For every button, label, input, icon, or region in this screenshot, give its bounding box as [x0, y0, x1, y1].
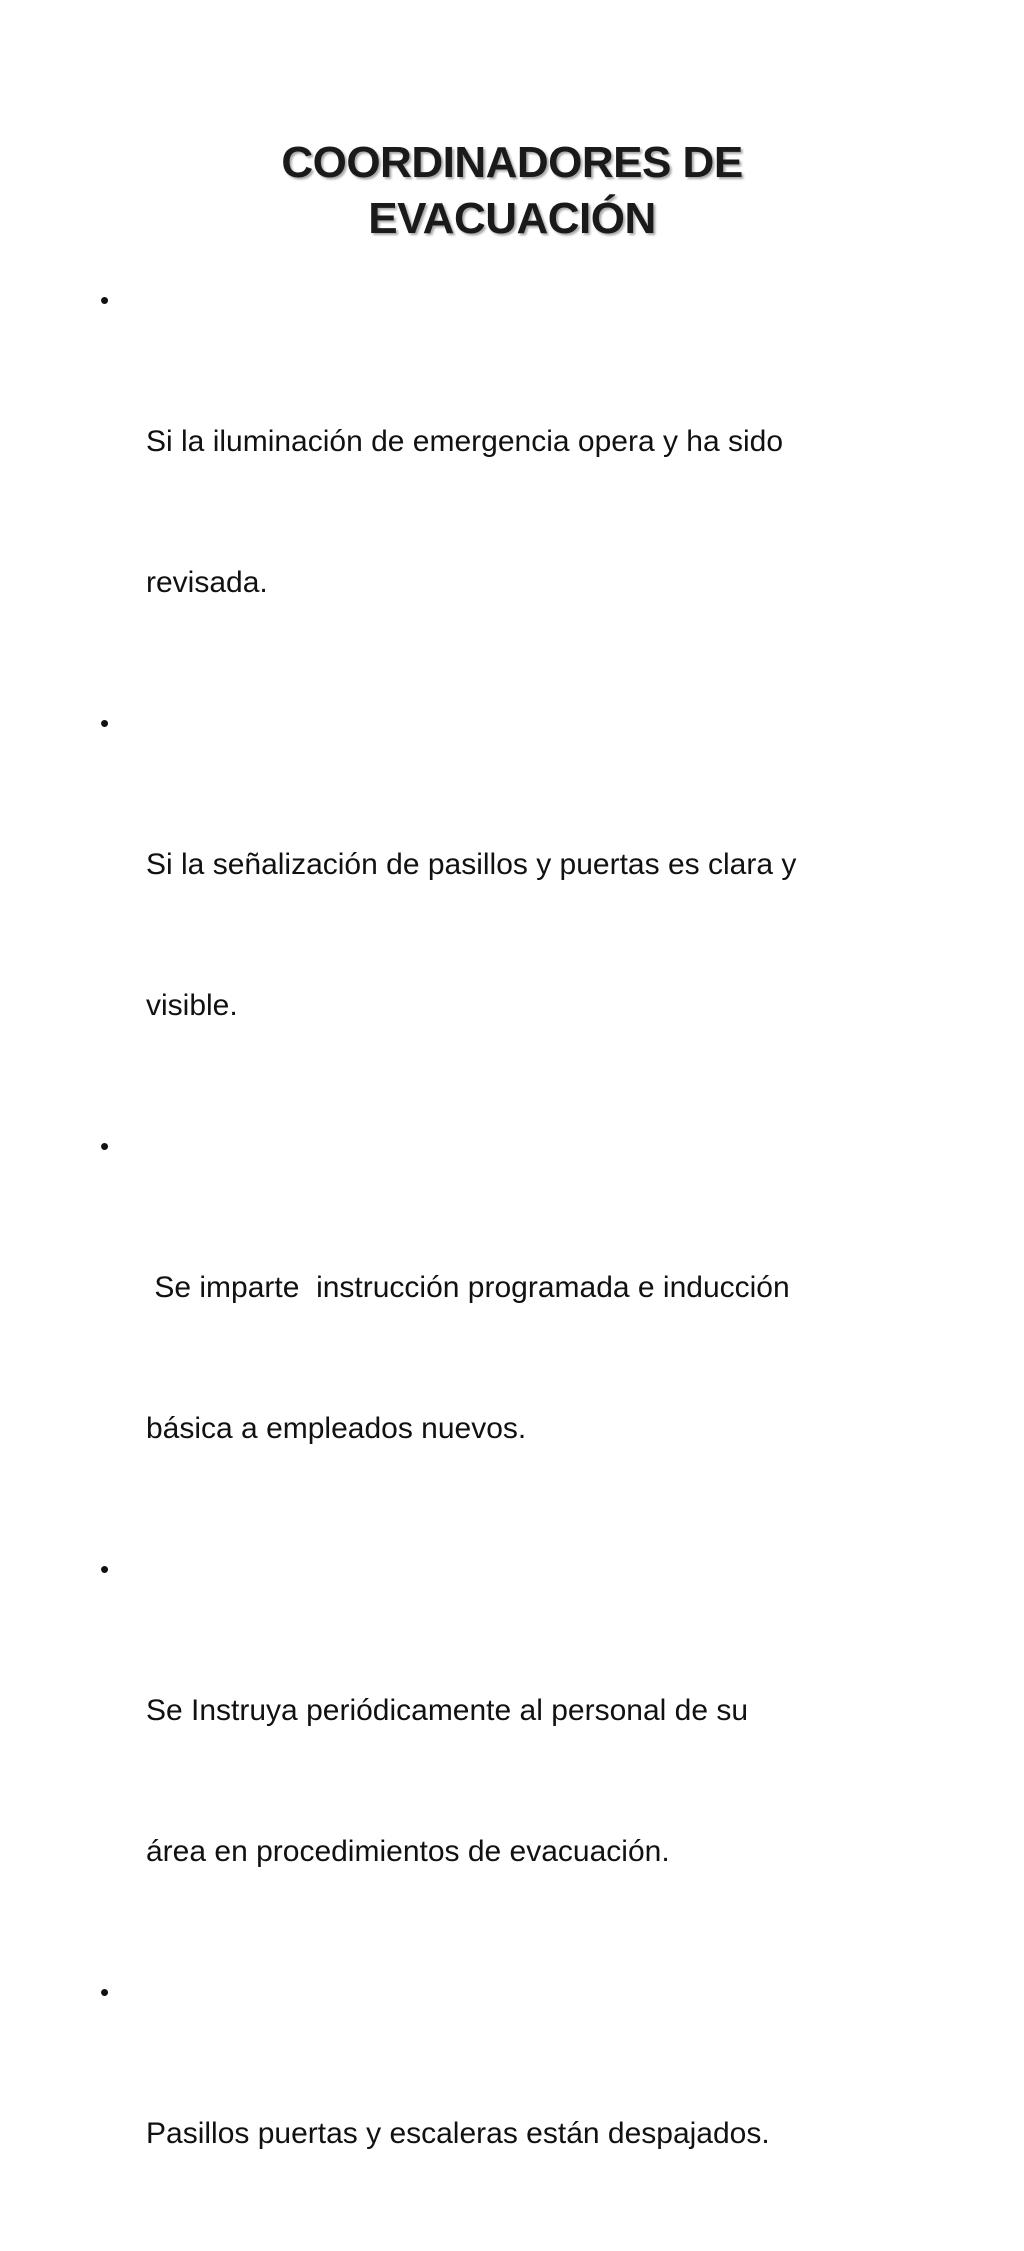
bullet-icon: • [100, 1977, 110, 2007]
title-line-1: COORDINADORES DE [281, 138, 743, 188]
bullet-list [92, 277, 952, 2251]
bullet-icon: • [100, 1554, 110, 1584]
slide-title [0, 135, 1024, 247]
bullet-text-line: área en procedimientos de evacuación. [146, 1835, 670, 1868]
bullet-icon: • [100, 1131, 110, 1161]
bullet-icon: • [100, 285, 110, 315]
bullet-text-line: Se imparte instrucción programada e inducción [146, 1271, 790, 1304]
bullet-text-line: básica a empleados nuevos. [146, 1412, 527, 1445]
bullet-icon: • [100, 708, 110, 738]
title-line-2: EVACUACIÓN [368, 194, 656, 244]
bullet-item [92, 700, 952, 1123]
bullet-text-line: Pasillos puertas y escaleras están despajados. [146, 2117, 770, 2150]
bullet-text-line: Si la iluminación de emergencia opera y ha sido [146, 425, 784, 458]
bullet-item [92, 1546, 952, 1969]
bullet-text-line: Se Instruya periódicamente al personal de su [146, 1694, 749, 1727]
bullet-text-line: revisada. [146, 566, 268, 599]
bullet-item [92, 1123, 952, 1546]
bullet-text-line: visible. [146, 989, 238, 1022]
bullet-item [92, 1969, 952, 2251]
bullet-text-line: Si la señalización de pasillos y puertas es clara y [146, 848, 797, 881]
bullet-item [92, 277, 952, 700]
